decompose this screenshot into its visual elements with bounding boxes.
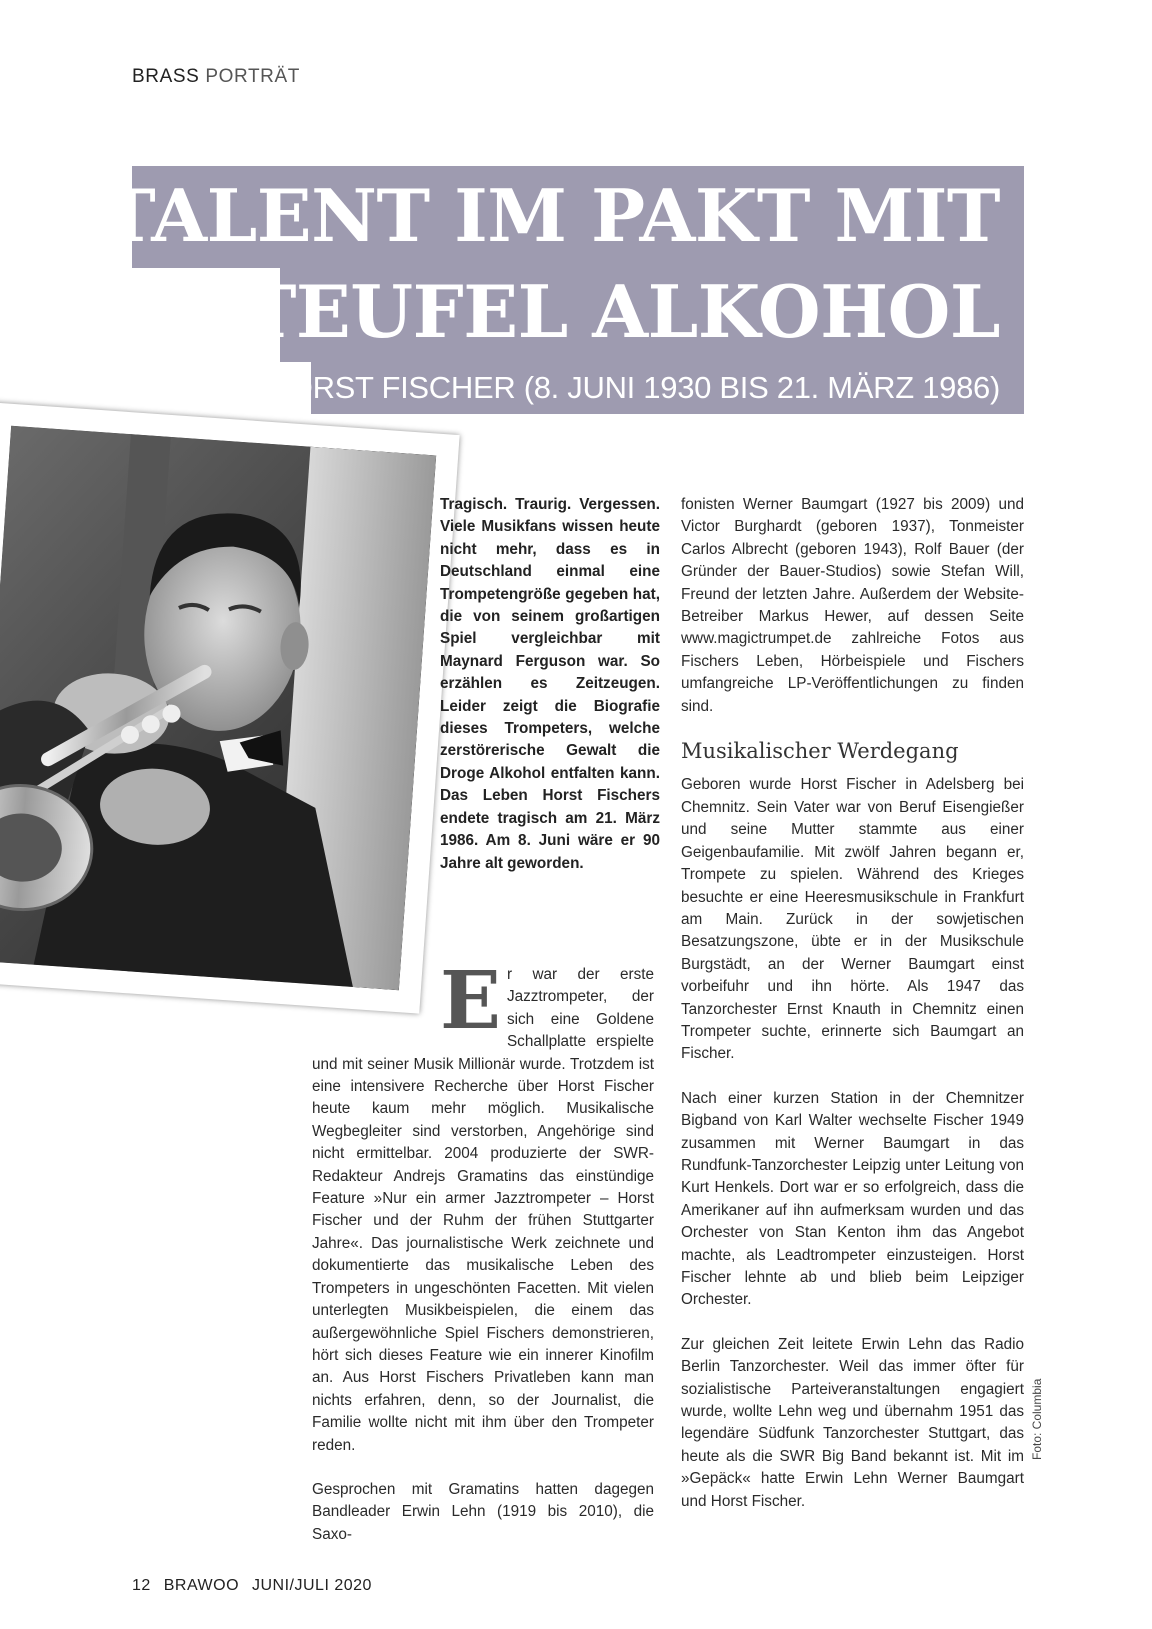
magazine-name: BRAWOO [163, 1577, 240, 1594]
issue-date: JUNI/JULI 2020 [252, 1577, 372, 1594]
headline-subline: HORST FISCHER (8. JUNI 1930 BIS 21. MÄRZ 1986) [266, 370, 1000, 405]
drop-cap: E [440, 953, 501, 1047]
body-paragraph-2-start: Gesprochen mit Gramatins hatten dagegen Bandleader Erwin Lehn (1919 bis 2010), die Saxo- [312, 1480, 654, 1543]
section-label-strong: BRASS [132, 66, 200, 87]
photo-credit: Foto: Columbia [1030, 1378, 1044, 1460]
subheading: Musikalischer Werdegang [681, 739, 959, 764]
body-paragraph-3: Geboren wurde Horst Fischer in Adelsberg bei Chemnitz. Sein Vater war von Beruf Eisengießer und seine Mutter stammte aus einer Geigenbaufamilie. Mit zwölf Jahren begann er, Trompete zu spielen. Während des Krieges besuchte er eine Heeresmusikschule in Frankfurt am Main. Zurück in der sowjetischen Besatzungszone, übte er in der Musikschule Burgstädt, an der Werner Baumgart einst vorbeifuhr und ihn hörte. Als 1947 das Tanzorchester Ernst Knauth in Chemnitz einen Trompeter suchte, erinnerte sich Baumgart an Fischer. [681, 776, 1024, 1063]
article-column-1 [312, 953, 654, 1568]
page-footer [132, 1577, 380, 1595]
trumpet-player-photo [0, 426, 436, 990]
article-column-2 [681, 494, 1024, 1535]
body-paragraph-1 [312, 953, 654, 1457]
lead-paragraph: Tragisch. Traurig. Vergessen. Viele Musikfans wissen heute nicht mehr, dass es in Deutschland einmal eine Trompetengröße gegeben hat, die von seinem großartigen Spiel vergleichbar mit Maynard Ferguson war. So erzählen es Zeitzeugen. Leider zeigt die Biografie dieses Trompeters, welche zerstörerische Gewalt die Droge Alkohol entfalten kann. Das Leben Horst Fischers endete tragisch am 21. März 1986. Am 8. Juni wäre er 90 Jahre alt geworden. [440, 496, 660, 872]
headline-line-2: TEUFEL ALKOHOL [242, 269, 1000, 354]
body-paragraph-4: Nach einer kurzen Station in der Chemnitzer Bigband von Karl Walter wechselte Fischer 1949 zusammen mit Werner Baumgart in das Rundfunk-Tanzorchester Leipzig unter Leitung von Kurt Henkels. Dort war er so erfolgreich, dass die Amerikaner auf ihn aufmerksam wurden und das Orchester von Stan Kenton ihm das Angebot machte, als Leadtrompeter einzusteigen. Horst Fischer lehnte ab und blieb beim Leipziger Orchester. [681, 1089, 1024, 1309]
body-paragraph-5: Zur gleichen Zeit leitete Erwin Lehn das Radio Berlin Tanzorchester. Weil das immer öfter für sozialistische Parteiveranstaltungen engagiert wurde, wollte Lehn weg und übernahm 1951 das legendäre Südfunk Tanzorchester Stuttgart, das heute als die SWR Big Band bekannt ist. Mit im »Gepäck« hatte Erwin Lehn Werner Baumgart und Horst Fischer. [681, 1335, 1024, 1510]
photo-frame [0, 402, 460, 1013]
section-label-light: PORTRÄT [205, 66, 300, 87]
page-number: 12 [132, 1577, 151, 1594]
body-paragraph-1-text: r war der erste Jazztrompeter, der sich eine Goldene Schallplatte erspielte und mit seiner Musik Millionär wurde. Trotzdem ist eine intensivere Recherche über Horst Fischer heute kaum mehr möglich. Musikalische Wegbegleiter sind verstorben, Angehörige sind nicht ermittelbar. 2004 produzierte der SWR-Redakteur Andrejs Gramatins das einstündige Feature »Nur ein armer Jazztrompeter – Horst Fischer und der Ruhm der frühen Stuttgarter Jahre«. Das journalistische Werk zeichnete und dokumentierte das musikalische Leben des Trompeters in ungeschönten Facetten. Mit vielen unterlegten Musikbeispielen, die einem das außergewöhnliche Spiel Fischers demonstrieren, hört sich dieses Feature wie ein innerer Kinofilm an. Aus Horst Fischers Privatleben kann man nichts erfahren, denn, so der Journalist, die Familie wollte nicht mit ihm über den Trompeter reden. [312, 966, 654, 1454]
section-label [132, 66, 300, 88]
body-paragraph-2-continued: fonisten Werner Baumgart (1927 bis 2009) und Victor Burghardt (geboren 1937), Tonmeister Carlos Albrecht (geboren 1943), Rolf Bauer (der Gründer der Bauer-Studios) sowie Stefan Will, Freund der letzten Jahre. Außerdem der Website-Betreiber Markus Hewer, auf dessen Seite www.magictrumpet.de zahlreiche Fotos aus Fischers Leben, Hörbeispiele und Fischers umfangreiche LP-Veröffentlichungen zu finden sind. [681, 496, 1024, 715]
headline-line-1: TALENT IM PAKT MIT [102, 173, 1000, 258]
